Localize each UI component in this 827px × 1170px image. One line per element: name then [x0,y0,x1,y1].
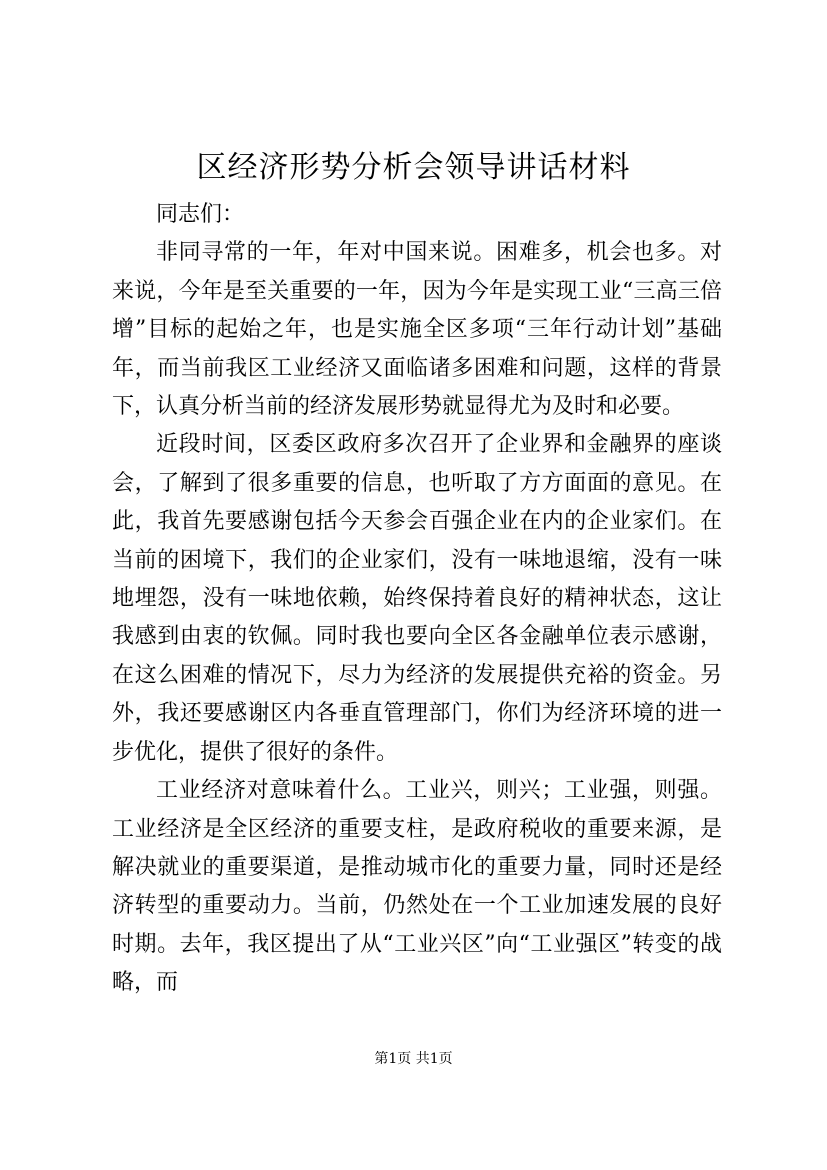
paragraph-1: 非同寻常的一年，年对中国来说。困难多，机会也多。对来说，今年是至关重要的一年，因为今年是实现工业“三高三倍增”目标的起始之年，也是实施全区多项“三年行动计划”基础年，而当前我区工业经济又面临诸多困难和问题，这样的背景下，认真分析当前的经济发展形势就显得尤为及时和必要。 [112,240,722,420]
paragraph-2: 近段时间，区委区政府多次召开了企业界和金融界的座谈会，了解到了很多重要的信息，也听取了方方面面的意见。在此，我首先要感谢包括今天参会百强企业在内的企业家们。在当前的困境下，我们的企业家们，没有一味地退缩，没有一味地埋怨，没有一味地依赖，始终保持着良好的精神状态，这让我感到由衷的钦佩。同时我也要向全区各金融单位表示感谢，在这么困难的情况下，尽力为经济的发展提供充裕的资金。另外，我还要感谢区内各垂直管理部门，你们为经济环境的进一步优化，提供了很好的条件。 [112,432,722,765]
document-body [112,196,722,1003]
document-title: 区经济形势分析会领导讲话材料 [196,150,631,185]
salutation: 同志们： [156,202,245,227]
page-footer: 第1页 共1页 [374,1051,453,1067]
paragraph-3: 工业经济对意味着什么。工业兴，则兴；工业强，则强。工业经济是全区经济的重要支柱，是政府税收的重要来源，是解决就业的重要渠道，是推动城市化的重要力量，同时还是经济转型的重要动力。当前，仍然处在一个工业加速发展的良好时期。去年，我区提出了从“工业兴区”向“工业强区”转变的战略，而 [112,778,722,996]
